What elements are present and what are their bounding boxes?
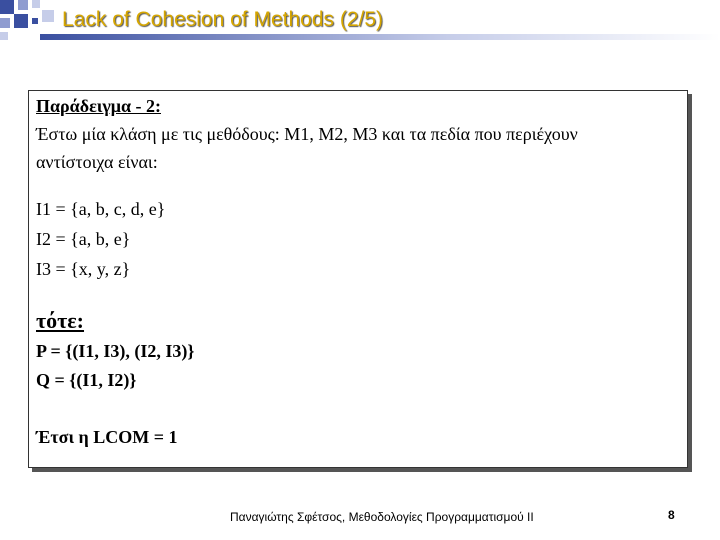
result-q: Q = {(I1, I2)}: [36, 370, 137, 390]
then-label: τότε:: [36, 308, 85, 333]
intro-line-1: Έστω μία κλάση με τις μεθόδους: M1, M2, M3 και τα πεδία που περιέχουν: [36, 124, 578, 144]
title-underline: [40, 34, 720, 40]
slide-title: Lack of Cohesion of Methods (2/5): [62, 8, 384, 31]
page-number: 8: [668, 508, 675, 522]
footer-text: Παναγιώτης Σφέτσος, Μεθοδολογίες Προγραμματισμού II: [230, 510, 534, 524]
conclusion: Έτσι η LCOM = 1: [36, 427, 178, 447]
result-p: P = {(I1, I3), (I2, I3)}: [36, 341, 195, 361]
set-i2: I2 = {a, b, e}: [36, 229, 131, 249]
set-i3: I3 = {x, y, z}: [36, 259, 131, 279]
set-i1: I1 = {a, b, c, d, e}: [36, 199, 166, 219]
intro-line-2: αντίστοιχα είναι:: [36, 152, 158, 172]
example-heading: Παράδειγμα - 2:: [36, 96, 161, 116]
